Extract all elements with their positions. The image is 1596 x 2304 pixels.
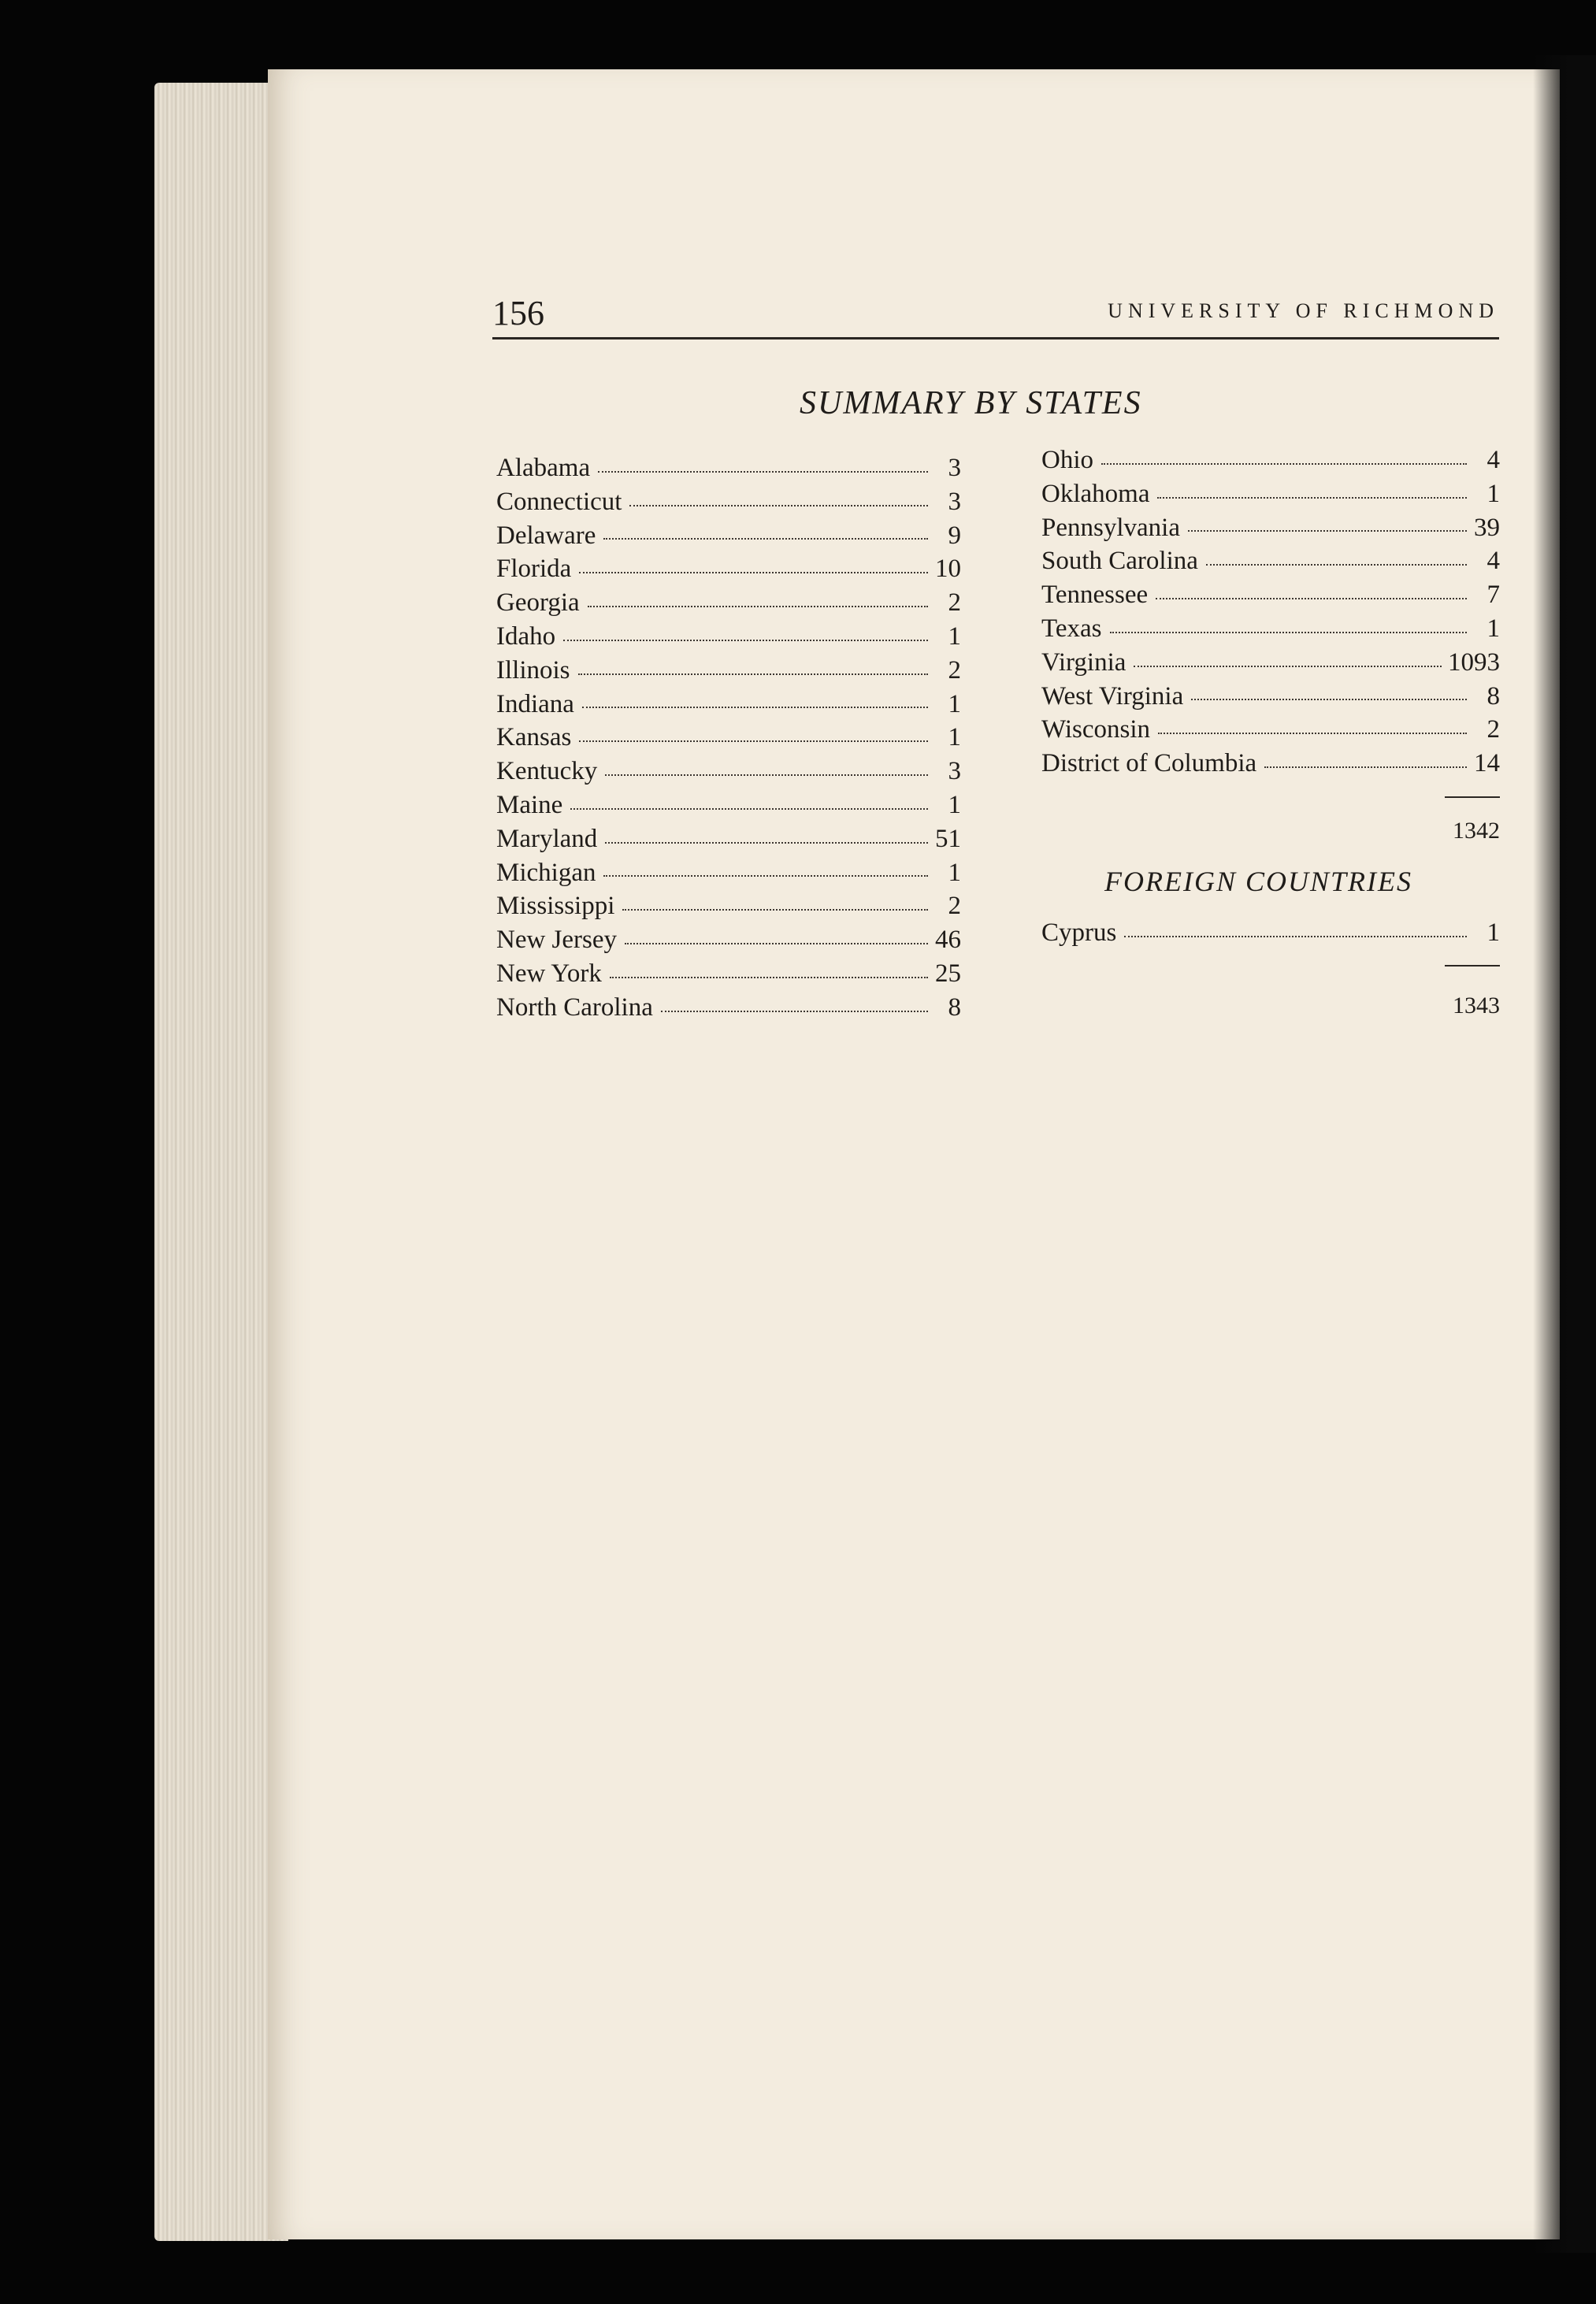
leader-dots xyxy=(582,707,928,708)
leader-dots xyxy=(588,606,928,607)
states-left-column xyxy=(496,451,961,1025)
state-count: 1 xyxy=(948,858,961,887)
list-item xyxy=(496,552,961,586)
leader-dots xyxy=(625,943,928,944)
list-item xyxy=(496,957,961,991)
leader-dots xyxy=(598,471,928,473)
state-name: Connecticut xyxy=(496,487,622,516)
state-count: 1 xyxy=(1487,614,1500,643)
state-name: Maine xyxy=(496,790,563,819)
leader-dots xyxy=(610,977,928,978)
leader-dots xyxy=(563,640,928,641)
leader-dots xyxy=(605,774,928,776)
state-count: 14 xyxy=(1474,749,1500,778)
state-name: Florida xyxy=(496,555,572,584)
leader-dots xyxy=(1191,699,1467,700)
leader-dots xyxy=(603,875,928,877)
leader-dots xyxy=(629,505,928,506)
state-count: 2 xyxy=(1487,715,1500,744)
state-count: 1 xyxy=(948,689,961,718)
list-item xyxy=(1041,511,1500,545)
state-name: New Jersey xyxy=(496,926,618,955)
leader-dots xyxy=(1206,564,1467,566)
state-count: 4 xyxy=(1487,547,1500,576)
leader-dots xyxy=(579,740,928,742)
state-name: Oklahoma xyxy=(1041,479,1150,508)
state-count: 2 xyxy=(948,588,961,618)
state-name: Mississippi xyxy=(496,892,615,921)
state-name: Alabama xyxy=(496,454,591,482)
state-name: West Virginia xyxy=(1041,681,1184,710)
state-name: New York xyxy=(496,959,602,988)
leader-dots xyxy=(1110,632,1468,633)
list-item xyxy=(496,889,961,923)
state-name: Kansas xyxy=(496,723,572,752)
state-count: 3 xyxy=(948,487,961,516)
state-count: 4 xyxy=(1487,446,1500,474)
list-item xyxy=(496,620,961,654)
state-name: Indiana xyxy=(496,689,574,718)
leader-dots xyxy=(1124,936,1467,937)
list-item xyxy=(1041,680,1500,714)
states-total-rule xyxy=(1445,796,1500,798)
list-item xyxy=(496,991,961,1025)
state-count: 3 xyxy=(948,757,961,786)
leader-dots xyxy=(579,572,928,573)
list-item xyxy=(1041,713,1500,747)
state-name: Michigan xyxy=(496,858,596,887)
state-name: District of Columbia xyxy=(1041,749,1257,778)
grand-total-rule xyxy=(1445,965,1500,966)
state-count: 51 xyxy=(935,824,961,853)
state-count: 1 xyxy=(948,621,961,651)
summary-heading: SUMMARY BY STATES xyxy=(800,385,1142,421)
list-item xyxy=(1041,916,1500,950)
state-count: 1 xyxy=(948,723,961,752)
state-count: 1 xyxy=(1487,479,1500,508)
gutter-shadow xyxy=(1533,55,1596,2253)
list-item xyxy=(1041,646,1500,680)
state-name: Ohio xyxy=(1041,446,1093,474)
state-name: Texas xyxy=(1041,614,1102,643)
running-head xyxy=(492,293,1499,339)
state-name: Pennsylvania xyxy=(1041,513,1180,542)
list-item xyxy=(496,688,961,722)
leader-dots xyxy=(603,538,928,540)
leader-dots xyxy=(1134,666,1442,667)
leader-dots xyxy=(1158,733,1467,734)
running-title: UNIVERSITY OF RICHMOND xyxy=(1108,299,1499,322)
foreign-list xyxy=(1041,916,1500,950)
list-item xyxy=(496,923,961,957)
country-name: Cyprus xyxy=(1041,918,1117,947)
list-item xyxy=(496,451,961,485)
leader-dots xyxy=(605,842,928,844)
list-item xyxy=(1041,443,1500,477)
list-item xyxy=(496,485,961,519)
state-count: 2 xyxy=(948,892,961,921)
list-item xyxy=(496,654,961,688)
state-name: Idaho xyxy=(496,621,556,651)
list-item xyxy=(1041,578,1500,612)
list-item xyxy=(496,721,961,755)
leader-dots xyxy=(570,808,928,810)
page-number: 156 xyxy=(492,294,544,332)
state-name: Tennessee xyxy=(1041,581,1149,610)
state-count: 1093 xyxy=(1448,647,1500,677)
leader-dots xyxy=(1101,463,1467,465)
state-count: 9 xyxy=(948,521,961,550)
states-total: 1342 xyxy=(1453,818,1500,844)
state-name: Kentucky xyxy=(496,757,598,786)
state-name: Illinois xyxy=(496,655,570,685)
leader-dots xyxy=(578,673,928,675)
state-count: 46 xyxy=(935,926,961,955)
list-item xyxy=(1041,544,1500,578)
leader-dots xyxy=(661,1011,928,1012)
state-name: Wisconsin xyxy=(1041,715,1150,744)
state-count: 1 xyxy=(948,790,961,819)
state-count: 2 xyxy=(948,655,961,685)
states-right-column xyxy=(1041,443,1500,781)
state-name: Virginia xyxy=(1041,647,1126,677)
state-count: 8 xyxy=(1487,681,1500,710)
grand-total: 1343 xyxy=(1453,992,1500,1018)
leader-dots xyxy=(1188,530,1467,532)
list-item xyxy=(496,788,961,822)
list-item xyxy=(1041,612,1500,646)
list-item xyxy=(1041,747,1500,781)
state-count: 3 xyxy=(948,454,961,482)
leader-dots xyxy=(1264,766,1467,768)
state-count: 25 xyxy=(935,959,961,988)
list-item xyxy=(496,586,961,620)
state-name: Maryland xyxy=(496,824,598,853)
state-name: Georgia xyxy=(496,588,580,618)
list-item xyxy=(1041,477,1500,511)
foreign-heading: FOREIGN COUNTRIES xyxy=(1104,866,1412,897)
state-count: 8 xyxy=(948,992,961,1022)
leader-dots xyxy=(622,909,928,911)
list-item xyxy=(496,856,961,890)
leader-dots xyxy=(1156,598,1467,599)
state-name: South Carolina xyxy=(1041,547,1198,576)
state-count: 10 xyxy=(935,555,961,584)
country-count: 1 xyxy=(1487,918,1500,947)
state-count: 39 xyxy=(1474,513,1500,542)
list-item xyxy=(496,755,961,788)
state-name: North Carolina xyxy=(496,992,653,1022)
list-item xyxy=(496,822,961,856)
list-item xyxy=(496,519,961,553)
state-name: Delaware xyxy=(496,521,596,550)
state-count: 7 xyxy=(1487,581,1500,610)
leader-dots xyxy=(1157,497,1467,499)
